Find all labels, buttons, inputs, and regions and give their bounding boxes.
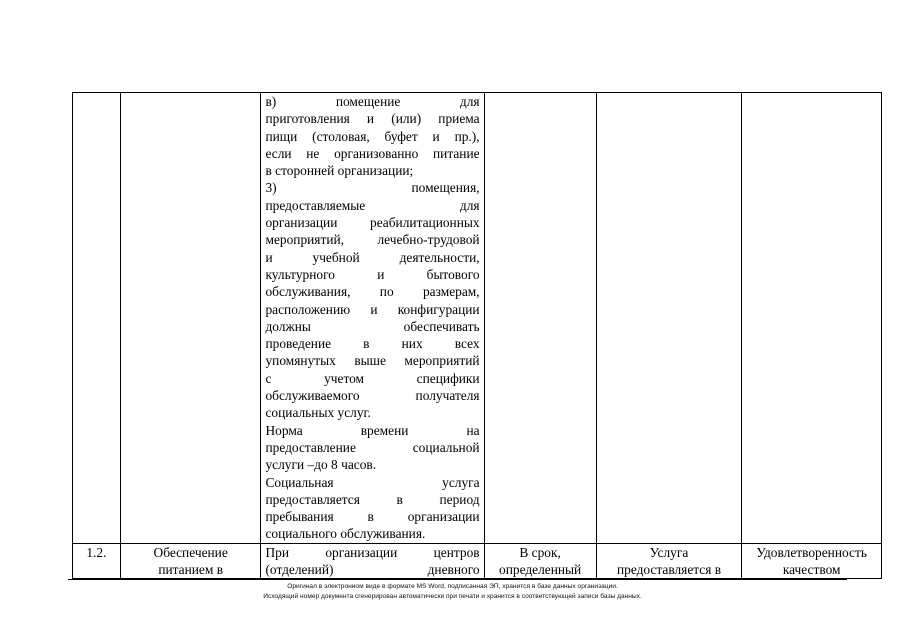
description-line: предоставляемые для bbox=[265, 197, 480, 213]
row1-deadline-cell bbox=[484, 93, 596, 544]
row1-quality-cell bbox=[742, 93, 882, 544]
description-line: обслуживания, по размерам, bbox=[265, 284, 480, 300]
row1-conditions-cell bbox=[596, 93, 742, 544]
description-line: если не организованно питание bbox=[265, 145, 480, 161]
row2-deadline-cell bbox=[484, 543, 596, 579]
quality-line: Удовлетворенность bbox=[756, 544, 867, 560]
description-line: Социальная услуга bbox=[265, 474, 480, 490]
description-line: упомянутых выше мероприятий bbox=[265, 353, 480, 369]
description-line: проведение в них всех bbox=[265, 336, 480, 352]
description-line: мероприятий, лечебно-трудовой bbox=[265, 232, 480, 248]
row1-service-name-cell bbox=[120, 93, 261, 544]
quality-line: качеством bbox=[782, 562, 841, 578]
row2-conditions-cell bbox=[596, 543, 742, 579]
description-line: в сторонней организации; bbox=[265, 163, 414, 179]
service-standards-table bbox=[72, 92, 882, 579]
row2-description-cell bbox=[261, 543, 484, 579]
description-line: Норма времени на bbox=[265, 422, 480, 438]
row2-number-cell: 1.2. bbox=[73, 543, 121, 579]
deadline-line: В срок, bbox=[519, 544, 561, 560]
row2-service-name-cell bbox=[120, 543, 261, 579]
description-line: пищи (столовая, буфет и пр.), bbox=[265, 128, 480, 144]
description-line: 3) помещения, bbox=[265, 180, 480, 196]
description-line: предоставляется в период bbox=[265, 491, 480, 507]
service-name-line: Обеспечение bbox=[153, 544, 228, 560]
description-line: с учетом специфики bbox=[265, 370, 480, 386]
description-line: и учебной деятельности, bbox=[265, 249, 480, 265]
service-name-line: питанием в bbox=[158, 562, 224, 578]
footer-original-note: Оригинал в электронном виде в формате MS Word, подписанная ЭП, хранится в базе данных организации. bbox=[287, 583, 618, 590]
description-line: приготовления и (или) приема bbox=[265, 111, 480, 127]
description-line: должны обеспечивать bbox=[265, 318, 480, 334]
conditions-line: Услуга bbox=[649, 544, 689, 560]
footer-number-note: Исходящий номер документа сгенерирован автоматически при печати и хранится в соответствующей записи базы данных. bbox=[263, 593, 642, 600]
description-line: пребывания в организации bbox=[265, 509, 480, 525]
footer-divider bbox=[68, 579, 847, 580]
description-line: услуги –до 8 часов. bbox=[265, 457, 377, 473]
description-line: обслуживаемого получателя bbox=[265, 388, 480, 404]
description-line: социального обслуживания. bbox=[265, 526, 426, 542]
table-row bbox=[73, 93, 882, 544]
description-line: При организации центров bbox=[265, 544, 480, 560]
row2-quality-cell bbox=[742, 543, 882, 579]
row1-description-cell bbox=[261, 93, 484, 544]
description-line: культурного и бытового bbox=[265, 266, 480, 282]
description-line: расположению и конфигурации bbox=[265, 301, 480, 317]
table-row bbox=[73, 543, 882, 579]
description-line: социальных услуг. bbox=[265, 405, 371, 421]
description-line: в) помещение для bbox=[265, 94, 480, 109]
conditions-line: предоставляется в bbox=[616, 562, 722, 578]
description-line: (отделений) дневного bbox=[265, 562, 480, 578]
description-line: организации реабилитационных bbox=[265, 215, 480, 231]
description-line: предоставление социальной bbox=[265, 439, 480, 455]
row1-number-cell bbox=[73, 93, 121, 544]
deadline-line: определенный bbox=[499, 562, 582, 578]
